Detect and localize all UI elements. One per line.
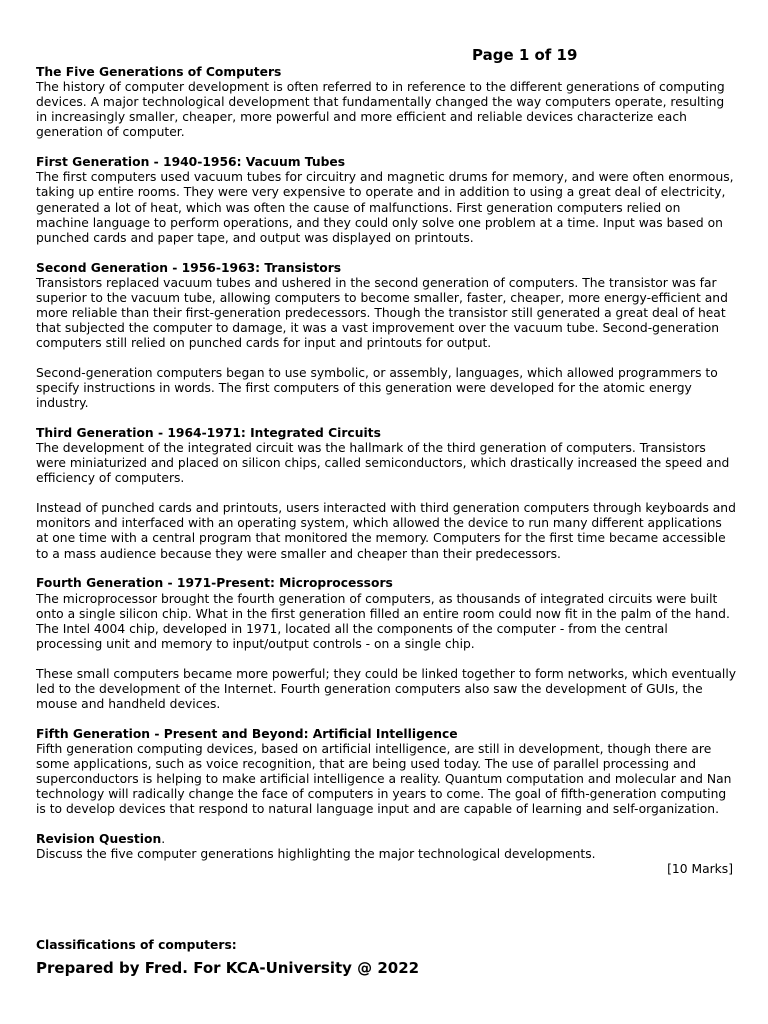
fourth-generation-section	[36, 576, 736, 712]
revision-section	[36, 832, 736, 877]
third-generation-section	[36, 426, 736, 562]
second-generation-section	[36, 261, 736, 412]
second-generation-paragraph-1: Transistors replaced vacuum tubes and ushered in the second generation of computers. The transistor was far superior to the vacuum tube, allowing computers to become smaller, faster, cheaper, more energy-efficient and more reliable than their first-generation predecessors. Though the transistor still generated a great deal of heat that subjected the computer to damage, it was a vast improvement over the vacuum tube. Second-generation computers still relied on punched cards for input and printouts for output.	[36, 275, 728, 351]
page-number: Page 1 of 19	[472, 46, 578, 64]
first-generation-heading: First Generation - 1940-1956: Vacuum Tubes	[36, 155, 346, 170]
intro-paragraph: The history of computer development is often referred to in reference to the different generations of computing devices. A major technological development that fundamentally changed the way computers operate, resulting in increasingly smaller, cheaper, more powerful and more efficient and reliable devices characterize each generation of computer.	[36, 80, 725, 140]
third-generation-paragraph-1: The development of the integrated circuit was the hallmark of the third generation of computers. Transistors were miniaturized and placed on silicon chips, called semiconductors, which drastically increased the speed and efficiency of computers.	[36, 441, 730, 486]
fourth-generation-paragraph-1: The microprocessor brought the fourth generation of computers, as thousands of integrated circuits were built onto a single silicon chip. What in the first generation filled an entire room could now fit in the palm of the hand. The Intel 4004 chip, developed in 1971, located all the components of the computer - from the central processing unit and memory to input/output controls - on a single chip.	[36, 591, 730, 651]
document-body	[36, 65, 736, 877]
classifications-heading: Classifications of computers:	[36, 938, 237, 952]
second-generation-paragraph-2: Second-generation computers began to use symbolic, or assembly, languages, which allowed programmers to specify instructions in words. The first computers of this generation were developed for the atomic energy industry.	[36, 365, 718, 411]
first-generation-section	[36, 155, 736, 246]
revision-question-text: Discuss the five computer generations highlighting the major technological developments.	[36, 847, 596, 862]
document-title: The Five Generations of Computers	[36, 65, 282, 79]
first-generation-paragraph-1: The first computers used vacuum tubes for circuitry and magnetic drums for memory, and were often enormous, taking up entire rooms. They were very expensive to operate and in addition to using a great deal of electricity, generated a lot of heat, which was often the cause of malfunctions. First generation computers relied on machine language to perform operations, and they could only solve one problem at a time. Input was based on punched cards and paper tape, and output was displayed on printouts.	[36, 170, 734, 245]
revision-marks: [10 Marks]	[667, 862, 733, 877]
footer-credit: Prepared by Fred. For KCA-University @ 2022	[36, 959, 420, 977]
intro-section	[36, 65, 736, 140]
third-generation-paragraph-2: Instead of punched cards and printouts, users interacted with third generation computers through keyboards and monitors and interfaced with an operating system, which allowed the device to run many different applications at one time with a central program that monitored the memory. Computers for the first time became accessible to a mass audience because they were smaller and cheaper than their predecessors.	[36, 501, 736, 561]
fifth-generation-section	[36, 727, 736, 818]
fourth-generation-heading: Fourth Generation - 1971-Present: Microprocessors	[36, 576, 393, 591]
revision-heading-line	[36, 832, 736, 847]
revision-heading: Revision Question	[36, 832, 162, 847]
second-generation-heading: Second Generation - 1956-1963: Transistors	[36, 260, 342, 275]
revision-heading-suffix: .	[161, 832, 166, 847]
third-generation-heading: Third Generation - 1964-1971: Integrated Circuits	[36, 426, 381, 441]
fourth-generation-paragraph-2: These small computers became more powerful; they could be linked together to form networks, which eventually led to the development of the Internet. Fourth generation computers also saw the development of GUIs, the mouse and handheld devices.	[36, 666, 737, 711]
fifth-generation-paragraph-1: Fifth generation computing devices, based on artificial intelligence, are still in development, though there are some applications, such as voice recognition, that are being used today. The use of parallel processing and superconductors is helping to make artificial intelligence a reality. Quantum computation and molecular and Nan technology will radically change the face of computers in years to come. The goal of fifth-generation computing is to develop devices that respond to natural language input and are capable of learning and self-organization.	[36, 741, 732, 817]
fifth-generation-heading: Fifth Generation - Present and Beyond: Artificial Intelligence	[36, 726, 458, 741]
